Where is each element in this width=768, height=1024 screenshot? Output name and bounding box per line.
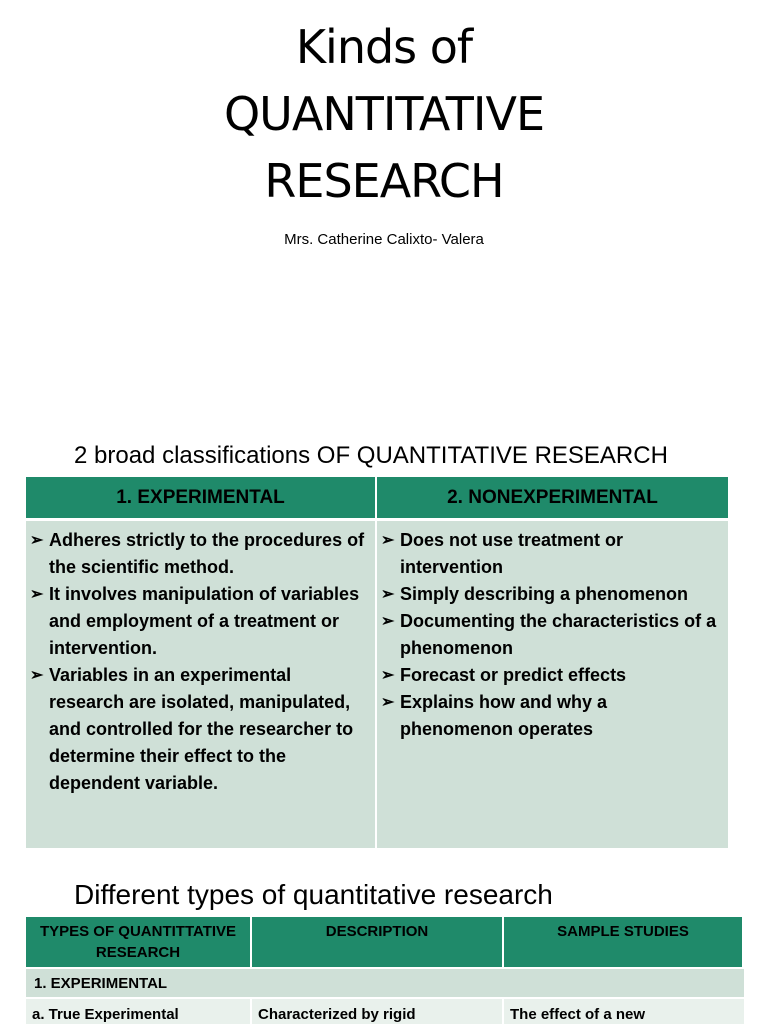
arrow-bullet-icon: ➢ [381,613,395,630]
types-table [26,917,744,1024]
table-cell-type: a. True Experimental [26,997,252,1024]
arrow-bullet-icon: ➢ [30,532,44,549]
list-item: ➢ It involves manipulation of variables and employment of a treatment or intervention. [30,581,369,662]
list-item: ➢ Documenting the characteristics of a phenomenon [381,608,722,662]
nonexperimental-cell [377,518,728,848]
column-header-description: DESCRIPTION [252,917,504,967]
nonexperimental-bullets [381,527,722,743]
slide-title [0,14,768,215]
arrow-bullet-icon: ➢ [30,586,44,603]
title-slide [0,0,768,420]
table-cell-description: Characterized by rigid [252,997,504,1024]
title-line-1: Kinds of [295,20,473,74]
arrow-bullet-icon: ➢ [30,667,44,684]
section-row-experimental: 1. EXPERIMENTAL [26,967,744,997]
author-name: Mrs. Catherine Calixto- Valera [284,231,484,248]
table-cell-sample: The effect of a new [504,997,744,1024]
title-line-3: RESEARCH [264,154,504,208]
list-item: ➢ Variables in an experimental research are isolated, manipulated, and controlled for the researcher to determine their effect to the dependent variable. [30,662,369,797]
types-heading: Different types of quantitative research [74,879,553,910]
list-item: ➢ Does not use treatment or intervention [381,527,722,581]
arrow-bullet-icon: ➢ [381,586,395,603]
arrow-bullet-icon: ➢ [381,694,395,711]
experimental-bullets [30,527,369,797]
classification-table [26,477,728,848]
classification-heading: 2 broad classifications OF QUANTITATIVE RESEARCH [74,442,668,469]
experimental-cell [26,518,377,848]
column-header-types: TYPES OF QUANTITTATIVE RESEARCH [26,917,252,967]
list-item: ➢ Adheres strictly to the procedures of the scientific method. [30,527,369,581]
list-item: ➢ Forecast or predict effects [381,662,722,689]
list-item: ➢ Simply describing a phenomenon [381,581,722,608]
experimental-header: 1. EXPERIMENTAL [26,477,377,518]
arrow-bullet-icon: ➢ [381,532,395,549]
nonexperimental-header: 2. NONEXPERIMENTAL [377,477,728,518]
column-header-sample-studies: SAMPLE STUDIES [504,917,744,967]
arrow-bullet-icon: ➢ [381,667,395,684]
list-item: ➢ Explains how and why a phenomenon operates [381,689,722,743]
title-line-2: QUANTITATIVE [223,87,545,141]
